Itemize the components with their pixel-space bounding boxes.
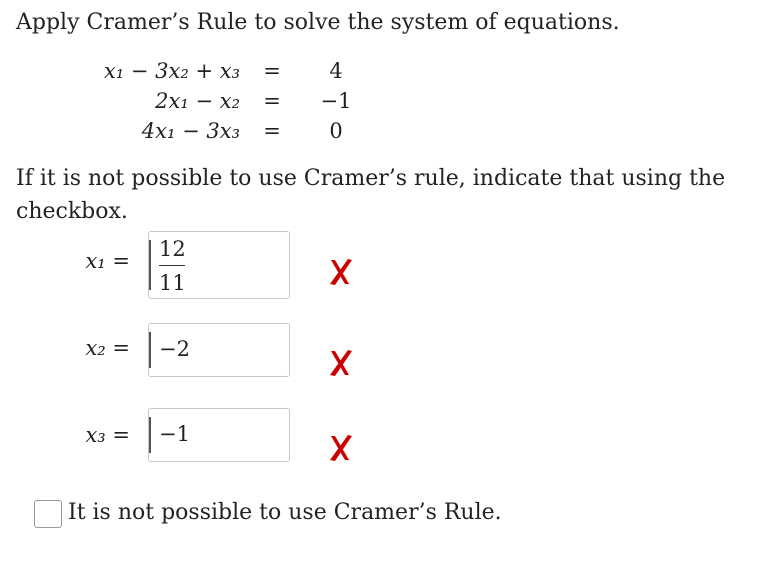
fraction-denominator: 11 — [159, 271, 186, 295]
problem-prompt: Apply Cramer’s Rule to solve the system of equations. — [16, 10, 620, 35]
equation-lhs: 2x₁ − x₂ — [155, 89, 240, 113]
x1-label — [0, 249, 130, 273]
x-mark-icon — [326, 348, 354, 378]
x2-answer-input[interactable] — [148, 323, 290, 377]
equation-row — [70, 56, 368, 86]
answer-value: −1 — [159, 422, 190, 446]
x2-label — [0, 336, 130, 360]
x3-label — [0, 423, 130, 447]
equation-rhs: 4 — [329, 59, 343, 83]
equals-sign: = — [263, 89, 281, 113]
x-mark-icon — [326, 433, 354, 463]
answer-row-x3 — [0, 408, 770, 462]
fraction-numerator: 12 — [159, 237, 186, 261]
equation-rhs: −1 — [320, 89, 352, 113]
fraction-bar — [159, 265, 185, 266]
answer-row-x1 — [0, 231, 770, 299]
x-mark-icon — [326, 257, 354, 287]
x3-answer-input[interactable] — [148, 408, 290, 462]
instruction-note: If it is not possible to use Cramer’s rule, indicate that using the checkbox. — [16, 166, 726, 224]
input-caret — [149, 332, 151, 368]
equation-lhs: x₁ − 3x₂ + x₃ — [103, 59, 240, 83]
answer-row-x2 — [0, 323, 770, 377]
variable-name: x₁ — [85, 249, 106, 273]
input-caret — [149, 417, 151, 453]
equals-sign: = — [263, 119, 281, 143]
equation-row — [70, 86, 368, 116]
input-caret — [149, 240, 151, 290]
equals-sign: = — [112, 336, 130, 360]
equation-rhs: 0 — [329, 119, 343, 143]
equals-sign: = — [112, 249, 130, 273]
equation-lhs: 4x₁ − 3x₃ — [141, 119, 240, 143]
equals-sign: = — [263, 59, 281, 83]
x1-answer-input[interactable] — [148, 231, 290, 299]
answer-value: −2 — [159, 337, 190, 361]
equals-sign: = — [112, 423, 130, 447]
fraction — [159, 236, 185, 296]
checkbox-label: It is not possible to use Cramer’s Rule. — [68, 500, 502, 525]
not-possible-checkbox[interactable] — [34, 500, 62, 528]
equation-row — [70, 116, 368, 146]
variable-name: x₃ — [85, 423, 106, 447]
variable-name: x₂ — [85, 336, 106, 360]
equation-system — [70, 56, 368, 146]
